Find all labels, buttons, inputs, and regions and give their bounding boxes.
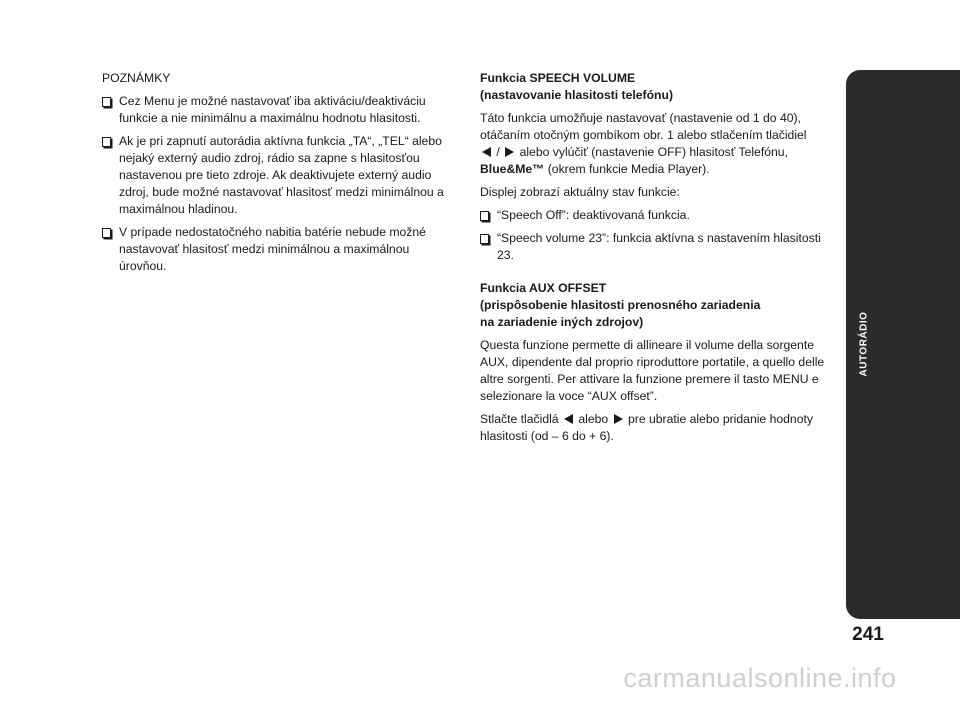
heading-name: AUX OFFSET — [529, 281, 607, 295]
square-bullet-icon — [102, 228, 111, 238]
separator-text: / — [496, 145, 500, 159]
aux-offset-instructions — [480, 411, 832, 445]
watermark: carmanualsonline.info — [623, 663, 897, 693]
heading-subtitle: na zariadenie iných zdrojov) — [480, 315, 644, 329]
option-text: “Speech volume 23”: funkcia aktívna s nastavením hlasitosti 23. — [497, 231, 821, 262]
speech-volume-description — [480, 110, 832, 178]
square-bullet-icon — [102, 97, 111, 107]
list-item — [480, 230, 832, 264]
list-item — [480, 207, 832, 224]
left-triangle-icon — [482, 147, 491, 157]
right-triangle-icon — [505, 147, 514, 157]
note-text: Ak je pri zapnutí autorádia aktívna funkcia „TA“, „TEL“ alebo nejaký externý audio zdroj, rádio sa zapne s hlasitosťou nastavenou pre tieto zdroje. Ak deaktivujete externý audio zdroj, bude možné nastavovať hlasitosť medzi minimálnou a maximálnou hladinou. — [119, 134, 444, 216]
left-triangle-icon — [564, 414, 573, 424]
aux-offset-heading — [480, 280, 832, 331]
left-column — [102, 70, 447, 281]
right-triangle-icon — [614, 414, 623, 424]
option-text: “Speech Off”: deaktivovaná funkcia. — [497, 208, 690, 222]
heading-subtitle: (prispôsobenie hlasitosti prenosného zariadenia — [480, 298, 761, 312]
list-item — [102, 93, 447, 127]
note-text: V prípade nedostatočného nabitia batérie nebude možné nastavovať hlasitosť medzi minimálnou a maximálnou úrovňou. — [119, 225, 426, 273]
heading-name: SPEECH VOLUME — [529, 71, 636, 85]
list-item — [102, 224, 447, 275]
section-tab-label — [854, 311, 874, 377]
heading-prefix: Funkcia — [480, 281, 529, 295]
square-bullet-icon — [480, 211, 489, 221]
description-text: (okrem funkcie Media Player). — [544, 162, 710, 176]
section-tab-text: AUTORÁDIO — [858, 311, 870, 377]
note-text: Cez Menu je možné nastavovať iba aktiváciu/deaktiváciu funkcie a nie minimálnu a maximálnu hodnotu hlasitosti. — [119, 94, 426, 125]
square-bullet-icon — [102, 137, 111, 147]
display-text: Displej zobrazí aktuálny stav funkcie: — [480, 185, 680, 199]
instruction-text: alebo — [578, 412, 609, 426]
heading-prefix: Funkcia — [480, 71, 530, 85]
page-number: 241 — [852, 624, 884, 645]
instruction-text: Stlačte tlačidlá — [480, 412, 559, 426]
list-item — [102, 133, 447, 218]
speech-volume-heading — [480, 70, 832, 104]
heading-subtitle: (nastavovanie hlasitosti telefónu) — [480, 88, 674, 102]
square-bullet-icon — [480, 234, 489, 244]
description-text: Táto funkcia umožňuje nastavovať (nastavenie od 1 do 40), otáčaním otočným gombíkom obr. 1 alebo stlačením tlačidiel — [480, 111, 807, 142]
right-column — [480, 70, 832, 451]
brand-text: Blue&Me™ — [480, 162, 545, 176]
aux-offset-paragraph: Questa funzione permette di allineare il volume della sorgente AUX, dipendente dal proprio riproduttore portatile, a quello delle altre sorgenti. Per attivare la funzione premere il tasto MENU e selezionare la voce “AUX offset”. — [480, 338, 825, 403]
notes-title: POZNÁMKY — [102, 71, 171, 85]
description-text: alebo vylúčiť (nastavenie OFF) hlasitosť Telefónu, — [519, 145, 788, 159]
speech-options-list — [480, 207, 832, 264]
instruction-text: pre ubratie alebo pridanie hodnoty hlasitosti (od – 6 do + 6). — [480, 412, 813, 443]
notes-list — [102, 93, 447, 275]
